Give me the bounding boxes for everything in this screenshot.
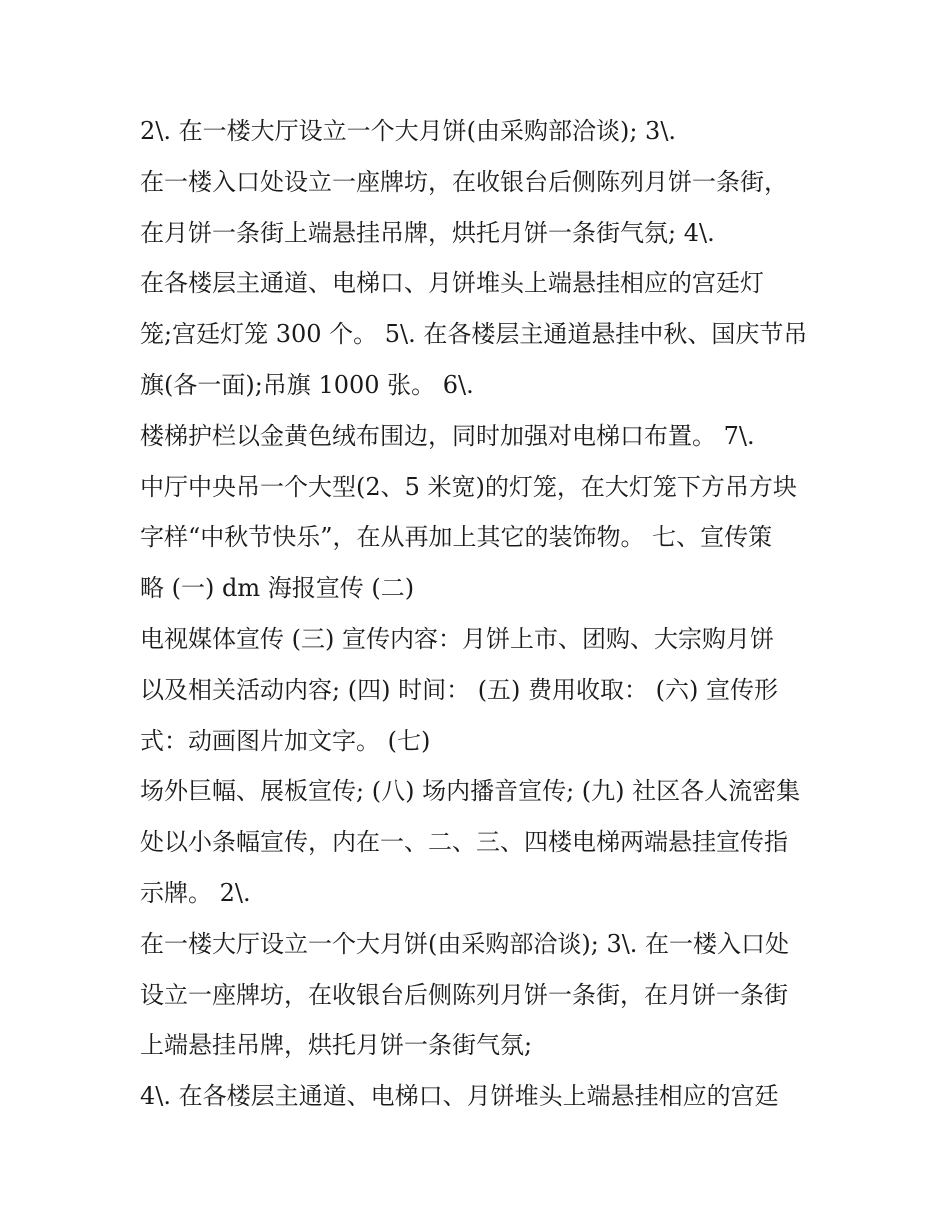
text-line-19: 上端悬挂吊牌，烘托月饼一条街气氛;: [140, 1031, 533, 1060]
text-line-6: 旗(各一面);吊旗 1000 张。 6\.: [140, 370, 474, 399]
text-line-1: 2\. 在一楼大厅设立一个大月饼(由采购部洽谈); 3\.: [140, 117, 677, 145]
text-line-3: 在月饼一条街上端悬挂吊牌，烘托月饼一条街气氛; 4\.: [140, 218, 715, 247]
text-line-12: 以及相关活动内容; (四) 时间： (五) 费用收取： (六) 宣传形: [140, 675, 779, 704]
text-line-14: 场外巨幅、展板宣传; (八) 场内播音宣传; (九) 社区各人流密集: [140, 777, 801, 806]
text-line-18: 设立一座牌坊，在收银台后侧陈列月饼一条街，在月饼一条街: [140, 980, 788, 1009]
text-line-10: 略 (一) dm 海报宣传 (二): [140, 574, 415, 603]
text-line-17: 在一楼大厅设立一个大月饼(由采购部洽谈); 3\. 在一楼入口处: [140, 929, 790, 958]
text-line-9: 字样“中秋节快乐”，在从再加上其它的装饰物。 七、宣传策: [140, 523, 773, 552]
document-body: [140, 106, 820, 1122]
text-line-7: 楼梯护栏以金黄色绒布围边，同时加强对电梯口布置。 7\.: [140, 421, 755, 450]
text-line-2: 在一楼入口处设立一座牌坊，在收银台后侧陈列月饼一条街，: [140, 167, 788, 196]
text-line-8: 中厅中央吊一个大型(2、5 米宽)的灯笼，在大灯笼下方吊方块: [140, 472, 797, 501]
text-line-5: 笼;宫廷灯笼 300 个。 5\. 在各楼层主通道悬挂中秋、国庆节吊: [140, 320, 808, 349]
text-line-15: 处以小条幅宣传，内在一、二、三、四楼电梯两端悬挂宣传指: [140, 828, 788, 857]
text-line-4: 在各楼层主通道、电梯口、月饼堆头上端悬挂相应的宫廷灯: [140, 269, 764, 298]
text-line-13: 式：动画图片加文字。 (七): [140, 726, 431, 755]
text-line-11: 电视媒体宣传 (三) 宣传内容：月饼上市、团购、大宗购月饼: [140, 624, 774, 653]
text-line-20: 4\. 在各楼层主通道、电梯口、月饼堆头上端悬挂相应的宫廷: [140, 1082, 779, 1111]
text-line-16: 示牌。 2\.: [140, 878, 251, 907]
